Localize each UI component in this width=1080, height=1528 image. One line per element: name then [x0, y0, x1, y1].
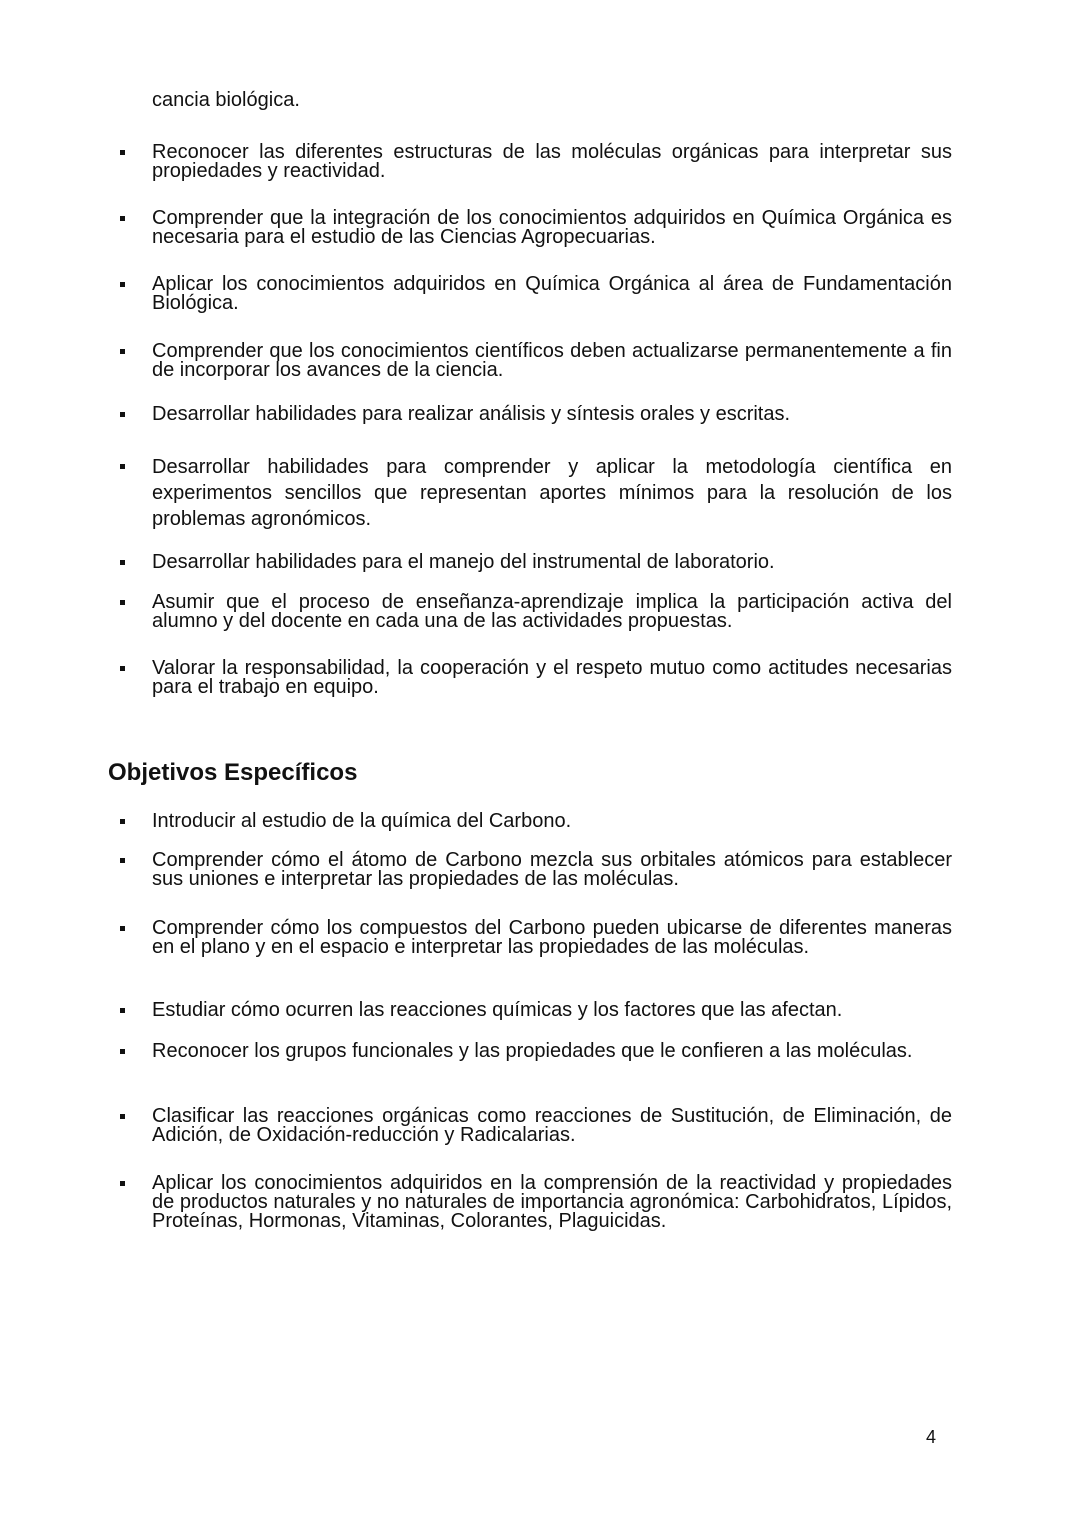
list-item: Comprender que los conocimientos científicos deben actualizarse permanentemente a fin de incorporar los avances de la ciencia. — [0, 342, 952, 380]
bullet-icon — [118, 1042, 126, 1054]
bullet-icon — [118, 209, 126, 221]
list-item: Desarrollar habilidades para comprender y aplicar la metodología científica en experimentos sencillos que representan aportes mínimos para la resolución de los problemas agronómicos. — [0, 454, 952, 532]
bullet-icon — [118, 405, 126, 417]
bullet-icon — [118, 1174, 126, 1186]
list-item: Reconocer los grupos funcionales y las propiedades que le confieren a las moléculas. — [0, 1042, 952, 1061]
list-item: Clasificar las reacciones orgánicas como reacciones de Sustitución, de Eliminación, de Adición, de Oxidación-reducción y Radicalarias. — [0, 1107, 952, 1145]
bullet-icon — [118, 1107, 126, 1119]
list-item: Desarrollar habilidades para realizar análisis y síntesis orales y escritas. — [0, 405, 952, 424]
list-item: Introducir al estudio de la química del Carbono. — [0, 812, 952, 831]
section-heading: Objetivos Específicos — [108, 759, 358, 786]
bullet-icon — [118, 454, 126, 469]
page-number: 4 — [926, 1427, 937, 1447]
bullet-icon — [118, 342, 126, 354]
list-item: Comprender cómo el átomo de Carbono mezcla sus orbitales atómicos para establecer sus uniones e interpretar las propiedades de las moléculas. — [0, 851, 952, 889]
bullet-icon — [118, 593, 126, 605]
list-item: Valorar la responsabilidad, la cooperación y el respeto mutuo como actitudes necesarias para el trabajo en equipo. — [0, 659, 952, 697]
list-item: Reconocer las diferentes estructuras de las moléculas orgánicas para interpretar sus propiedades y reactividad. — [0, 143, 952, 181]
continuation-text: cancia biológica. — [152, 89, 300, 111]
bullet-icon — [118, 143, 126, 155]
list-item: Aplicar los conocimientos adquiridos en la comprensión de la reactividad y propiedades de productos naturales y no naturales de importancia agronómica: Carbohidratos, Lípidos, Proteínas, Hormonas, Vitaminas, Colorantes, Plaguicidas. — [0, 1174, 952, 1231]
bullet-icon — [118, 553, 126, 565]
list-item: Comprender cómo los compuestos del Carbono pueden ubicarse de diferentes maneras en el plano y en el espacio e interpretar las propiedades de las moléculas. — [0, 919, 952, 957]
bullet-icon — [118, 275, 126, 287]
list-item: Desarrollar habilidades para el manejo del instrumental de laboratorio. — [0, 553, 952, 572]
bullet-icon — [118, 851, 126, 863]
list-item: Comprender que la integración de los conocimientos adquiridos en Química Orgánica es necesaria para el estudio de las Ciencias Agropecuarias. — [0, 209, 952, 247]
list-item: Asumir que el proceso de enseñanza-aprendizaje implica la participación activa del alumno y del docente en cada una de las actividades propuestas. — [0, 593, 952, 631]
list-item: Aplicar los conocimientos adquiridos en Química Orgánica al área de Fundamentación Biológica. — [0, 275, 952, 313]
list-item: Estudiar cómo ocurren las reacciones químicas y los factores que las afectan. — [0, 1001, 952, 1020]
bullet-icon — [118, 919, 126, 931]
bullet-icon — [118, 659, 126, 671]
bullet-icon — [118, 1001, 126, 1013]
bullet-icon — [118, 812, 126, 824]
